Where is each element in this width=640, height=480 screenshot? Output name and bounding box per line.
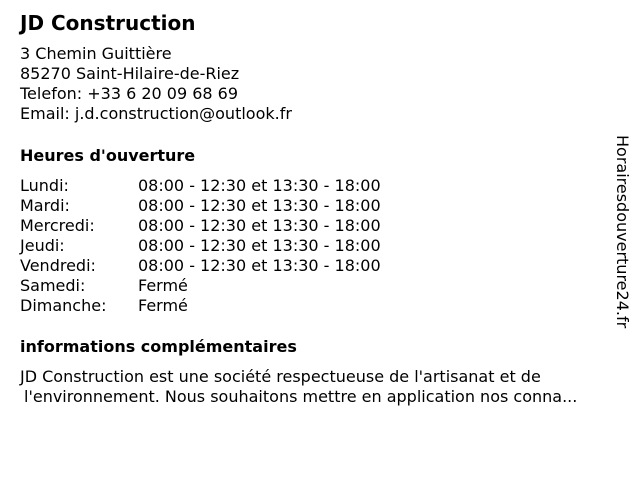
hours-row-friday <box>20 256 610 276</box>
hours-row-wednesday <box>20 216 610 236</box>
additional-info-line: l'environnement. Nous souhaitons mettre en application nos conna... <box>24 387 578 406</box>
email-address: Email: j.d.construction@outlook.fr <box>20 104 292 123</box>
hours-day: Vendredi: <box>20 256 96 275</box>
hours-time: 08:00 - 12:30 et 13:30 - 18:00 <box>138 236 381 255</box>
hours-row-sunday <box>20 296 610 316</box>
hours-row-monday <box>20 176 610 196</box>
hours-time: 08:00 - 12:30 et 13:30 - 18:00 <box>138 256 381 275</box>
hours-row-saturday <box>20 276 610 296</box>
hours-day: Jeudi: <box>20 236 65 255</box>
additional-info-line: JD Construction est une société respectueuse de l'artisanat et de <box>20 367 541 386</box>
hours-row-tuesday <box>20 196 610 216</box>
hours-day: Mercredi: <box>20 216 95 235</box>
hours-time: 08:00 - 12:30 et 13:30 - 18:00 <box>138 196 381 215</box>
opening-hours-title: Heures d'ouverture <box>20 146 196 165</box>
business-card <box>20 10 610 407</box>
hours-day: Dimanche: <box>20 296 107 315</box>
hours-day: Mardi: <box>20 196 70 215</box>
hours-time: 08:00 - 12:30 et 13:30 - 18:00 <box>138 216 381 235</box>
additional-info-text <box>20 367 610 407</box>
opening-hours-table <box>20 176 610 316</box>
address-line-street: 3 Chemin Guittière <box>20 44 172 63</box>
additional-info-title: informations complémentaires <box>20 337 297 356</box>
hours-time: Fermé <box>138 276 188 295</box>
hours-time: 08:00 - 12:30 et 13:30 - 18:00 <box>138 176 381 195</box>
site-watermark: Horairesdouverture24.fr <box>613 135 632 329</box>
hours-row-thursday <box>20 236 610 256</box>
business-name: JD Construction <box>20 11 196 35</box>
phone-number: Telefon: +33 6 20 09 68 69 <box>20 84 239 103</box>
hours-day: Samedi: <box>20 276 86 295</box>
hours-day: Lundi: <box>20 176 69 195</box>
hours-time: Fermé <box>138 296 188 315</box>
address-line-city: 85270 Saint-Hilaire-de-Riez <box>20 64 240 83</box>
